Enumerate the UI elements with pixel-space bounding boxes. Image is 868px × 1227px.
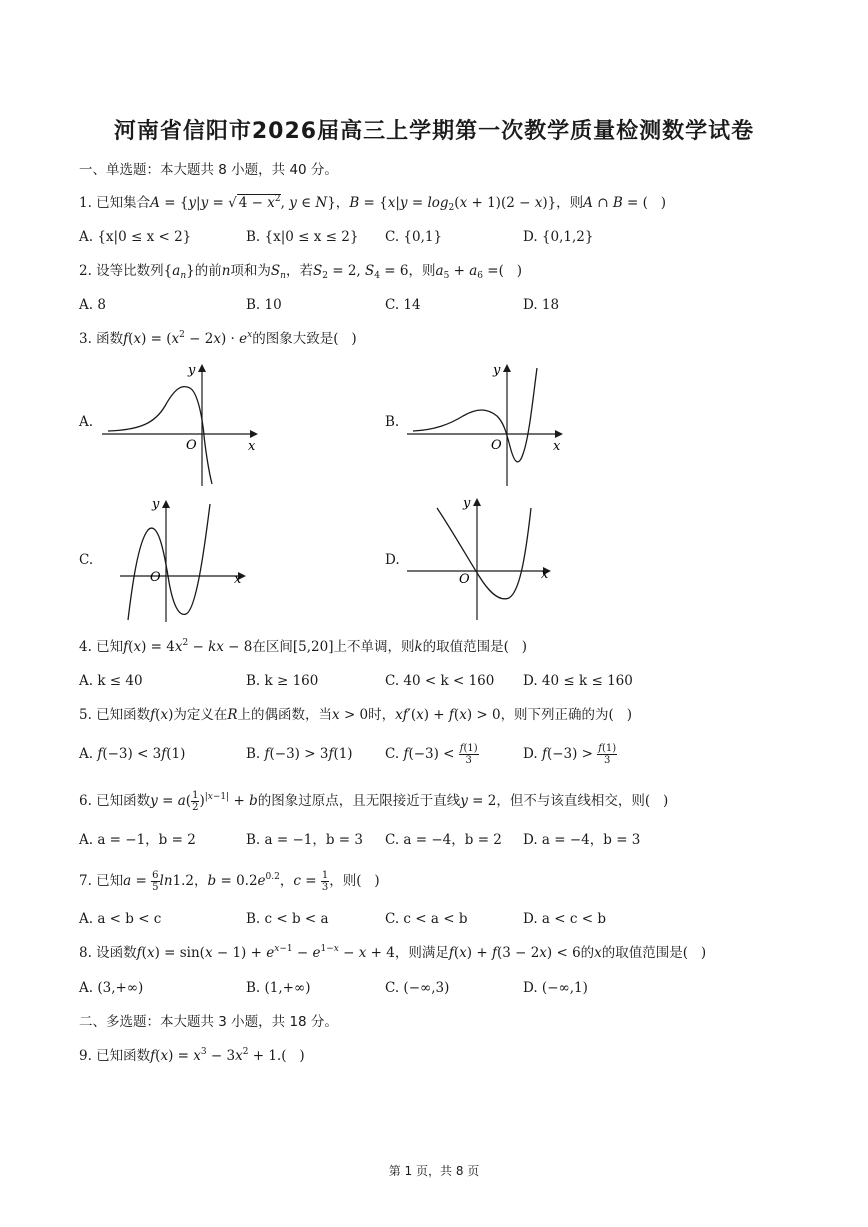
svg-text:y: y [188,363,196,378]
q1-option-c: C. {0,1} [385,229,443,245]
svg-text:y: y [152,497,160,512]
svg-text:O: O [150,570,161,585]
q2-option-d: D. 18 [523,297,560,313]
question-6-stem: 6. 已知函数y = a( $\frac{1}{2}$ )$^{|x-1|}$ + b的图象过原点，且无限接近于直线y = 2，但不与该直线相交，则( ) [79,790,669,813]
q4-option-a: A. k ≤ 40 [79,673,143,689]
q6-option-d: D. a = −4，b = 3 [523,832,641,848]
q6-option-c: C. a = −4，b = 2 [385,832,502,848]
q3-graph-c [100,492,260,627]
q3-graph-b [405,358,565,488]
q6-option-a: A. a = −1，b = 2 [79,832,196,848]
svg-text:x: x [553,439,561,454]
svg-text:x: x [541,567,549,582]
svg-text:x: x [248,439,256,454]
q1-option-b: B. {x|0 ≤ x ≤ 2} [246,229,359,245]
q4-option-d: D. 40 ≤ k ≤ 160 [523,673,633,689]
question-3-stem: 3. 函数$f(x) = (x^2 - 2x) \cdot e^x$的图象大致是( ) [79,330,357,347]
page-footer: 第 1 页，共 8 页 [388,1164,480,1178]
q3-graph-label-b: B. [385,414,400,430]
svg-text:x: x [234,572,242,587]
question-7-stem: 7. 已知a = $\frac{6}{5}$ ln1.2，$b = 0.2e^{0.2}$，c = $\frac{1}{3}$ ，则( ) [79,870,380,893]
question-1-stem: 1. 已知集合A = {y|y = √ $4 - x^2$, y ∈ N}，$B = \{x|y = \log_2(x + 1)(2 - x)\}$，则A ∩ B = ( ) [79,194,667,213]
q7-option-c: C. c < a < b [385,911,468,927]
q5-option-a: A. f(−3) < 3f(1) [79,746,186,762]
q2-option-a: A. 8 [79,297,106,313]
q8-option-d: D. (−∞,1) [523,980,588,996]
question-9-stem: 9. 已知函数$f(x) = x^3 - 3x^2 + 1$.( ) [79,1047,305,1064]
question-4-stem: 4. 已知$f(x) = 4x^2$ − kx − 8在区间[5,20]上不单调，则k的取值范围是( ) [79,638,528,655]
svg-text:y: y [493,363,501,378]
q3-graph-label-a: A. [79,414,94,430]
section-heading-single-choice: 一、单选题：本大题共 8 小题，共 40 分。 [79,162,338,178]
section-heading-multi-choice: 二、多选题：本大题共 3 小题，共 18 分。 [79,1014,338,1030]
question-5-stem: 5. 已知函数f(x)为定义在R上的偶函数，当x > 0时，xf′(x) + f(x) > 0，则下列正确的为( ) [79,707,632,723]
q1-option-a: A. {x|0 ≤ x < 2} [79,229,192,245]
question-2-stem: 2. 设等比数列$\{a_n\}$的前n项和为$S_n$，若$S_2 = 2$, $S_4 = 6$，则$a_5 + a_6$ =( ) [79,263,523,281]
svg-text:O: O [459,572,470,587]
q5-option-b: B. f(−3) > 3f(1) [246,746,353,762]
q7-option-b: B. c < b < a [246,911,329,927]
q3-graph-d [405,492,565,627]
q3-graph-a [100,358,260,488]
q8-option-a: A. (3,+∞) [79,980,144,996]
q2-option-b: B. 10 [246,297,282,313]
q3-graph-label-c: C. [79,552,94,568]
page-title: 河南省信阳市2026届高三上学期第一次教学质量检测数学试卷 [113,119,755,144]
q8-option-c: C. (−∞,3) [385,980,450,996]
q5-option-d: D. f(−3) > $\frac{f(1)}{3}$ [523,743,617,766]
q6-option-b: B. a = −1，b = 3 [246,832,363,848]
svg-text:O: O [491,438,502,453]
q7-option-d: D. a < c < b [523,911,606,927]
q3-graph-label-d: D. [385,552,400,568]
q7-option-a: A. a < b < c [79,911,162,927]
q5-option-c: C. f(−3) < $\frac{f(1)}{3}$ [385,743,478,766]
q1-option-d: D. {0,1,2} [523,229,594,245]
q8-option-b: B. (1,+∞) [246,980,311,996]
svg-text:y: y [463,496,471,511]
svg-text:O: O [186,438,197,453]
q4-option-b: B. k ≥ 160 [246,673,319,689]
q2-option-c: C. 14 [385,297,421,313]
q4-option-c: C. 40 < k < 160 [385,673,495,689]
question-8-stem: 8. 设函数$f(x) = \sin(x - 1) + e^{x-1} - e^{1-x} - x + 4$，则满足f(x) + f(3 − 2x) < 6的x的取值范围是( ) [79,944,707,961]
